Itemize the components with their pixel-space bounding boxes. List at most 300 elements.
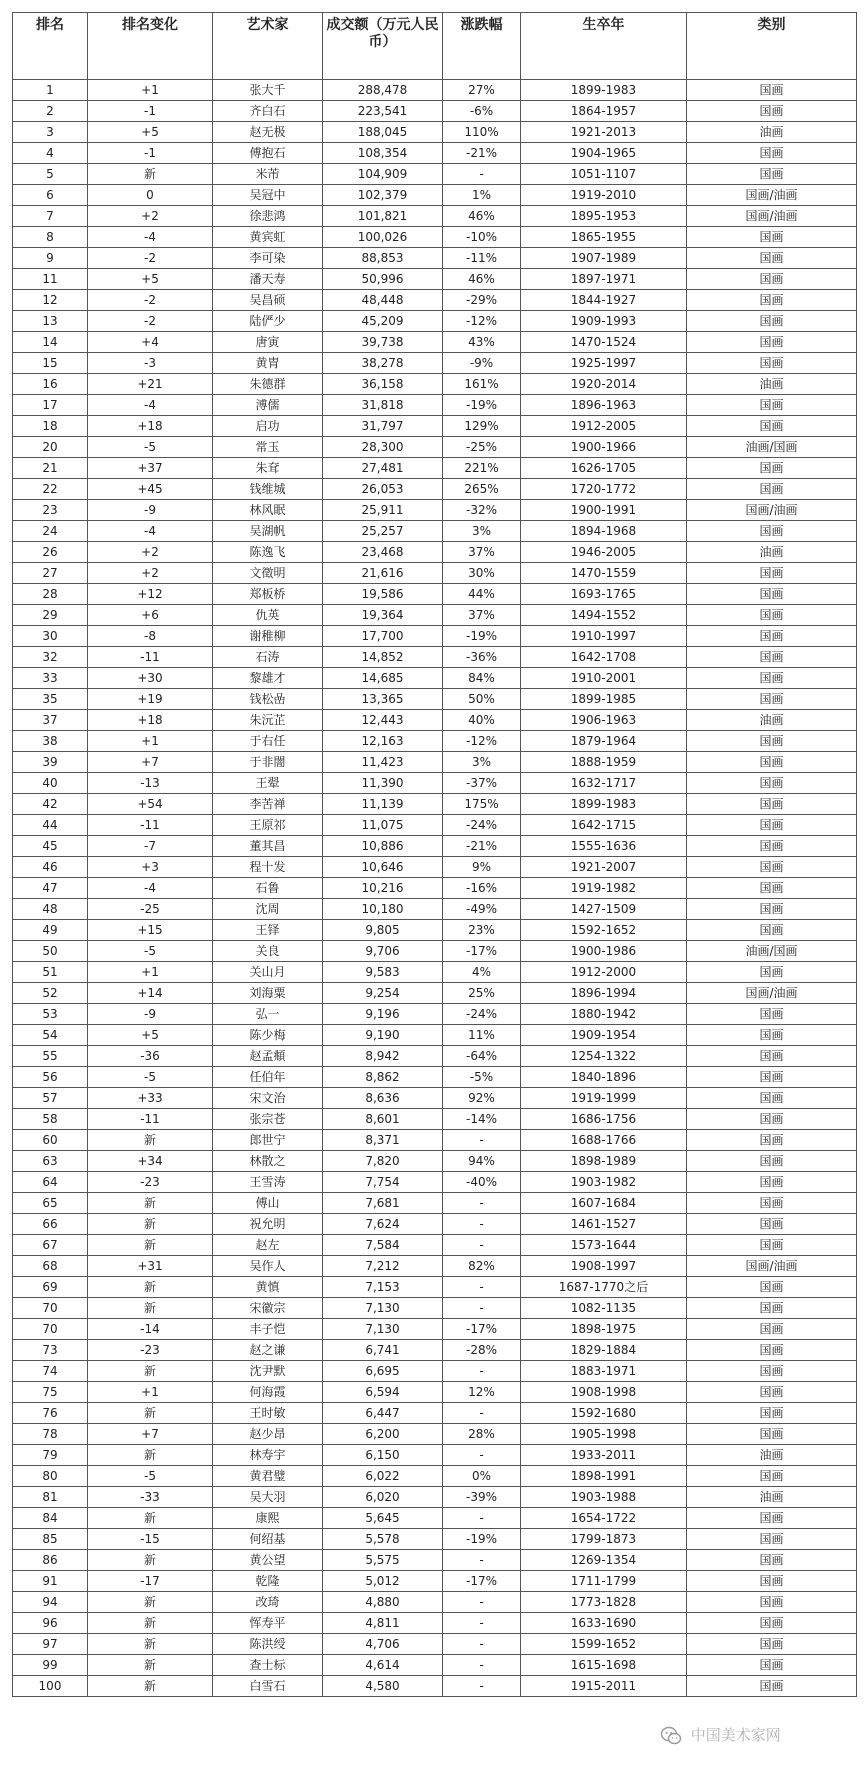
table-row	[13, 164, 857, 185]
cell-category: 国画	[687, 1319, 857, 1340]
cell-category: 国画	[687, 1571, 857, 1592]
cell-artist: 朱耷	[213, 458, 323, 479]
cell-life-years: 1898-1975	[521, 1319, 687, 1340]
cell-life-years: 1879-1964	[521, 731, 687, 752]
cell-category: 国画	[687, 80, 857, 101]
table-row	[13, 1046, 857, 1067]
cell-turnover: 11,390	[323, 773, 443, 794]
cell-artist: 王雪涛	[213, 1172, 323, 1193]
cell-change-percent: -	[443, 1676, 521, 1697]
cell-category: 国画	[687, 416, 857, 437]
cell-turnover: 101,821	[323, 206, 443, 227]
table-row	[13, 668, 857, 689]
cell-life-years: 1888-1959	[521, 752, 687, 773]
cell-change-percent: 175%	[443, 794, 521, 815]
table-row	[13, 920, 857, 941]
table-row	[13, 1613, 857, 1634]
table-row	[13, 1298, 857, 1319]
table-row	[13, 542, 857, 563]
cell-category: 国画	[687, 1151, 857, 1172]
cell-turnover: 28,300	[323, 437, 443, 458]
cell-artist: 刘海粟	[213, 983, 323, 1004]
cell-category: 国画	[687, 1361, 857, 1382]
cell-rank: 70	[13, 1298, 88, 1319]
header-category: 类别	[687, 13, 857, 80]
cell-life-years: 1912-2000	[521, 962, 687, 983]
cell-change-percent: -32%	[443, 500, 521, 521]
cell-category: 国画	[687, 479, 857, 500]
cell-rank: 26	[13, 542, 88, 563]
cell-turnover: 38,278	[323, 353, 443, 374]
cell-life-years: 1900-1991	[521, 500, 687, 521]
cell-life-years: 1920-2014	[521, 374, 687, 395]
cell-rank-change: +21	[88, 374, 213, 395]
cell-artist: 吴湖帆	[213, 521, 323, 542]
cell-rank-change: +5	[88, 122, 213, 143]
cell-category: 国画	[687, 878, 857, 899]
cell-category: 国画	[687, 1655, 857, 1676]
cell-rank: 55	[13, 1046, 88, 1067]
cell-rank: 44	[13, 815, 88, 836]
cell-category: 国画	[687, 248, 857, 269]
cell-rank-change: +34	[88, 1151, 213, 1172]
cell-category: 国画	[687, 773, 857, 794]
cell-artist: 祝允明	[213, 1214, 323, 1235]
table-row	[13, 1277, 857, 1298]
cell-rank-change: 新	[88, 1193, 213, 1214]
cell-artist: 启功	[213, 416, 323, 437]
table-row	[13, 1025, 857, 1046]
cell-rank-change: 新	[88, 1508, 213, 1529]
cell-artist: 钱松嵒	[213, 689, 323, 710]
cell-change-percent: 94%	[443, 1151, 521, 1172]
cell-artist: 黄胄	[213, 353, 323, 374]
cell-rank-change: -1	[88, 143, 213, 164]
table-row	[13, 437, 857, 458]
cell-change-percent: -9%	[443, 353, 521, 374]
cell-change-percent: 25%	[443, 983, 521, 1004]
cell-rank-change: +7	[88, 1424, 213, 1445]
cell-artist: 陈少梅	[213, 1025, 323, 1046]
cell-artist: 李苦禅	[213, 794, 323, 815]
cell-category: 国画	[687, 1508, 857, 1529]
cell-category: 国画	[687, 1277, 857, 1298]
cell-artist: 白雪石	[213, 1676, 323, 1697]
cell-change-percent: -	[443, 1403, 521, 1424]
table-row	[13, 395, 857, 416]
cell-category: 油画/国画	[687, 941, 857, 962]
cell-category: 国画	[687, 1235, 857, 1256]
cell-turnover: 11,423	[323, 752, 443, 773]
watermark-text: 中国美术家网	[690, 1726, 781, 1744]
cell-change-percent: 4%	[443, 962, 521, 983]
cell-rank-change: -33	[88, 1487, 213, 1508]
cell-rank: 60	[13, 1130, 88, 1151]
cell-rank: 7	[13, 206, 88, 227]
cell-change-percent: -21%	[443, 143, 521, 164]
cell-rank-change: +37	[88, 458, 213, 479]
cell-rank: 13	[13, 311, 88, 332]
cell-life-years: 1642-1708	[521, 647, 687, 668]
cell-rank: 73	[13, 1340, 88, 1361]
cell-rank: 47	[13, 878, 88, 899]
cell-rank: 51	[13, 962, 88, 983]
cell-category: 油画	[687, 1487, 857, 1508]
cell-life-years: 1254-1322	[521, 1046, 687, 1067]
cell-turnover: 288,478	[323, 80, 443, 101]
cell-rank: 40	[13, 773, 88, 794]
cell-turnover: 17,700	[323, 626, 443, 647]
cell-artist: 于右任	[213, 731, 323, 752]
cell-life-years: 1494-1552	[521, 605, 687, 626]
cell-category: 国画	[687, 395, 857, 416]
cell-turnover: 7,820	[323, 1151, 443, 1172]
cell-turnover: 12,443	[323, 710, 443, 731]
cell-life-years: 1864-1957	[521, 101, 687, 122]
cell-life-years: 1919-2010	[521, 185, 687, 206]
cell-category: 国画	[687, 290, 857, 311]
cell-artist: 林寿宇	[213, 1445, 323, 1466]
cell-category: 国画/油画	[687, 983, 857, 1004]
cell-life-years: 1909-1954	[521, 1025, 687, 1046]
cell-turnover: 4,880	[323, 1592, 443, 1613]
cell-life-years: 1626-1705	[521, 458, 687, 479]
table-row	[13, 143, 857, 164]
cell-artist: 林风眠	[213, 500, 323, 521]
cell-rank: 28	[13, 584, 88, 605]
cell-artist: 张大千	[213, 80, 323, 101]
cell-turnover: 10,886	[323, 836, 443, 857]
cell-category: 油画/国画	[687, 437, 857, 458]
cell-artist: 董其昌	[213, 836, 323, 857]
cell-rank: 75	[13, 1382, 88, 1403]
cell-turnover: 5,575	[323, 1550, 443, 1571]
cell-change-percent: 46%	[443, 206, 521, 227]
cell-category: 国画	[687, 1382, 857, 1403]
cell-turnover: 223,541	[323, 101, 443, 122]
cell-life-years: 1909-1993	[521, 311, 687, 332]
cell-rank-change: -4	[88, 227, 213, 248]
table-row	[13, 836, 857, 857]
cell-rank: 38	[13, 731, 88, 752]
cell-life-years: 1592-1652	[521, 920, 687, 941]
cell-change-percent: -17%	[443, 1319, 521, 1340]
cell-artist: 黄慎	[213, 1277, 323, 1298]
cell-artist: 程十发	[213, 857, 323, 878]
cell-category: 国画	[687, 731, 857, 752]
cell-rank-change: +45	[88, 479, 213, 500]
cell-category: 国画	[687, 1424, 857, 1445]
cell-artist: 吴作人	[213, 1256, 323, 1277]
cell-rank-change: 新	[88, 1613, 213, 1634]
cell-artist: 改琦	[213, 1592, 323, 1613]
cell-change-percent: -36%	[443, 647, 521, 668]
table-row	[13, 563, 857, 584]
cell-rank-change: 新	[88, 1130, 213, 1151]
cell-rank: 39	[13, 752, 88, 773]
cell-rank-change: -11	[88, 815, 213, 836]
cell-turnover: 7,130	[323, 1298, 443, 1319]
cell-change-percent: -16%	[443, 878, 521, 899]
cell-rank-change: +1	[88, 731, 213, 752]
cell-artist: 潘天寿	[213, 269, 323, 290]
cell-turnover: 11,139	[323, 794, 443, 815]
cell-change-percent: -14%	[443, 1109, 521, 1130]
cell-artist: 弘一	[213, 1004, 323, 1025]
cell-rank-change: -9	[88, 1004, 213, 1025]
cell-rank: 52	[13, 983, 88, 1004]
cell-life-years: 1907-1989	[521, 248, 687, 269]
cell-category: 国画	[687, 605, 857, 626]
cell-turnover: 23,468	[323, 542, 443, 563]
cell-life-years: 1693-1765	[521, 584, 687, 605]
table-row	[13, 857, 857, 878]
cell-rank-change: -4	[88, 395, 213, 416]
artist-ranking-table	[12, 12, 857, 1697]
cell-rank-change: 新	[88, 1277, 213, 1298]
cell-change-percent: 265%	[443, 479, 521, 500]
cell-category: 油画	[687, 374, 857, 395]
cell-rank-change: +15	[88, 920, 213, 941]
table-row	[13, 983, 857, 1004]
cell-artist: 石涛	[213, 647, 323, 668]
cell-rank-change: +3	[88, 857, 213, 878]
cell-rank: 49	[13, 920, 88, 941]
cell-artist: 溥儒	[213, 395, 323, 416]
cell-category: 国画/油画	[687, 185, 857, 206]
cell-turnover: 25,911	[323, 500, 443, 521]
cell-artist: 王铎	[213, 920, 323, 941]
cell-rank: 45	[13, 836, 88, 857]
cell-category: 国画	[687, 164, 857, 185]
cell-turnover: 10,646	[323, 857, 443, 878]
cell-rank-change: 新	[88, 1592, 213, 1613]
cell-rank-change: -25	[88, 899, 213, 920]
cell-change-percent: 30%	[443, 563, 521, 584]
cell-life-years: 1908-1998	[521, 1382, 687, 1403]
cell-life-years: 1880-1942	[521, 1004, 687, 1025]
cell-life-years: 1919-1982	[521, 878, 687, 899]
cell-category: 国画	[687, 920, 857, 941]
cell-artist: 何绍基	[213, 1529, 323, 1550]
cell-artist: 赵之谦	[213, 1340, 323, 1361]
table-header	[13, 13, 857, 80]
cell-artist: 黄宾虹	[213, 227, 323, 248]
cell-artist: 关良	[213, 941, 323, 962]
cell-artist: 黄君璧	[213, 1466, 323, 1487]
cell-rank-change: -23	[88, 1172, 213, 1193]
cell-life-years: 1555-1636	[521, 836, 687, 857]
cell-rank: 21	[13, 458, 88, 479]
cell-category: 国画	[687, 1004, 857, 1025]
cell-artist: 王原祁	[213, 815, 323, 836]
cell-artist: 常玉	[213, 437, 323, 458]
cell-artist: 仇英	[213, 605, 323, 626]
cell-change-percent: -39%	[443, 1487, 521, 1508]
cell-change-percent: -29%	[443, 290, 521, 311]
cell-rank-change: -5	[88, 1067, 213, 1088]
cell-rank: 69	[13, 1277, 88, 1298]
table-row	[13, 1361, 857, 1382]
cell-turnover: 6,447	[323, 1403, 443, 1424]
cell-life-years: 1269-1354	[521, 1550, 687, 1571]
cell-turnover: 48,448	[323, 290, 443, 311]
header-row	[13, 13, 857, 80]
cell-change-percent: 0%	[443, 1466, 521, 1487]
cell-rank-change: +4	[88, 332, 213, 353]
cell-change-percent: 221%	[443, 458, 521, 479]
table-row	[13, 647, 857, 668]
cell-rank-change: 新	[88, 1235, 213, 1256]
cell-life-years: 1051-1107	[521, 164, 687, 185]
cell-life-years: 1573-1644	[521, 1235, 687, 1256]
cell-category: 国画	[687, 752, 857, 773]
table-row	[13, 1214, 857, 1235]
cell-life-years: 1919-1999	[521, 1088, 687, 1109]
cell-category: 国画	[687, 689, 857, 710]
cell-change-percent: 43%	[443, 332, 521, 353]
cell-change-percent: 23%	[443, 920, 521, 941]
cell-change-percent: -21%	[443, 836, 521, 857]
cell-turnover: 6,695	[323, 1361, 443, 1382]
cell-life-years: 1896-1994	[521, 983, 687, 1004]
cell-life-years: 1899-1985	[521, 689, 687, 710]
cell-rank: 84	[13, 1508, 88, 1529]
table-row	[13, 1067, 857, 1088]
cell-turnover: 11,075	[323, 815, 443, 836]
table-row	[13, 815, 857, 836]
cell-life-years: 1720-1772	[521, 479, 687, 500]
cell-turnover: 25,257	[323, 521, 443, 542]
cell-life-years: 1711-1799	[521, 1571, 687, 1592]
cell-rank-change: -14	[88, 1319, 213, 1340]
cell-rank-change: +5	[88, 269, 213, 290]
cell-rank: 70	[13, 1319, 88, 1340]
cell-rank: 22	[13, 479, 88, 500]
cell-change-percent: -49%	[443, 899, 521, 920]
cell-rank-change: +1	[88, 1382, 213, 1403]
cell-change-percent: -64%	[443, 1046, 521, 1067]
cell-turnover: 14,852	[323, 647, 443, 668]
cell-rank-change: -13	[88, 773, 213, 794]
cell-change-percent: 3%	[443, 752, 521, 773]
cell-turnover: 6,150	[323, 1445, 443, 1466]
cell-change-percent: -	[443, 1130, 521, 1151]
cell-rank: 91	[13, 1571, 88, 1592]
table-row	[13, 1193, 857, 1214]
cell-rank-change: +12	[88, 584, 213, 605]
cell-category: 国画	[687, 1067, 857, 1088]
cell-category: 国画	[687, 668, 857, 689]
cell-change-percent: 40%	[443, 710, 521, 731]
cell-artist: 赵无极	[213, 122, 323, 143]
cell-rank-change: +18	[88, 416, 213, 437]
table-body	[13, 80, 857, 1697]
cell-change-percent: -19%	[443, 1529, 521, 1550]
cell-rank: 85	[13, 1529, 88, 1550]
cell-turnover: 39,738	[323, 332, 443, 353]
cell-artist: 朱德群	[213, 374, 323, 395]
cell-turnover: 88,853	[323, 248, 443, 269]
table-row	[13, 1088, 857, 1109]
cell-rank-change: -23	[88, 1340, 213, 1361]
cell-rank: 3	[13, 122, 88, 143]
cell-rank-change: +2	[88, 542, 213, 563]
cell-rank-change: +54	[88, 794, 213, 815]
cell-rank-change: +14	[88, 983, 213, 1004]
cell-change-percent: -19%	[443, 395, 521, 416]
cell-turnover: 7,153	[323, 1277, 443, 1298]
table-row	[13, 1235, 857, 1256]
table-row	[13, 1424, 857, 1445]
cell-rank: 4	[13, 143, 88, 164]
cell-rank: 29	[13, 605, 88, 626]
cell-change-percent: 1%	[443, 185, 521, 206]
cell-life-years: 1896-1963	[521, 395, 687, 416]
table-row	[13, 1550, 857, 1571]
ranking-table-container	[12, 12, 856, 1697]
cell-artist: 陈洪绶	[213, 1634, 323, 1655]
cell-rank: 48	[13, 899, 88, 920]
cell-artist: 李可染	[213, 248, 323, 269]
cell-turnover: 50,996	[323, 269, 443, 290]
cell-artist: 陈逸飞	[213, 542, 323, 563]
cell-artist: 宋徽宗	[213, 1298, 323, 1319]
cell-turnover: 188,045	[323, 122, 443, 143]
cell-life-years: 1908-1997	[521, 1256, 687, 1277]
cell-rank: 63	[13, 1151, 88, 1172]
cell-category: 国画	[687, 521, 857, 542]
cell-life-years: 1905-1998	[521, 1424, 687, 1445]
cell-category: 国画	[687, 1340, 857, 1361]
cell-change-percent: 12%	[443, 1382, 521, 1403]
cell-rank: 80	[13, 1466, 88, 1487]
cell-change-percent: -24%	[443, 1004, 521, 1025]
cell-rank: 17	[13, 395, 88, 416]
cell-change-percent: 110%	[443, 122, 521, 143]
table-row	[13, 941, 857, 962]
cell-change-percent: 161%	[443, 374, 521, 395]
cell-turnover: 45,209	[323, 311, 443, 332]
cell-artist: 于非闇	[213, 752, 323, 773]
cell-artist: 傅山	[213, 1193, 323, 1214]
cell-rank-change: -36	[88, 1046, 213, 1067]
cell-turnover: 19,586	[323, 584, 443, 605]
cell-rank-change: 新	[88, 1634, 213, 1655]
cell-change-percent: -12%	[443, 731, 521, 752]
cell-turnover: 7,681	[323, 1193, 443, 1214]
cell-turnover: 19,364	[323, 605, 443, 626]
cell-category: 国画	[687, 563, 857, 584]
cell-change-percent: -10%	[443, 227, 521, 248]
cell-category: 国画	[687, 227, 857, 248]
cell-turnover: 9,254	[323, 983, 443, 1004]
cell-life-years: 1799-1873	[521, 1529, 687, 1550]
cell-change-percent: -	[443, 1613, 521, 1634]
cell-turnover: 104,909	[323, 164, 443, 185]
cell-life-years: 1632-1717	[521, 773, 687, 794]
cell-turnover: 27,481	[323, 458, 443, 479]
cell-change-percent: 28%	[443, 1424, 521, 1445]
cell-rank: 35	[13, 689, 88, 710]
cell-artist: 沈周	[213, 899, 323, 920]
cell-life-years: 1599-1652	[521, 1634, 687, 1655]
cell-rank: 99	[13, 1655, 88, 1676]
cell-artist: 任伯年	[213, 1067, 323, 1088]
table-row	[13, 311, 857, 332]
cell-category: 国画	[687, 1403, 857, 1424]
cell-rank-change: +6	[88, 605, 213, 626]
